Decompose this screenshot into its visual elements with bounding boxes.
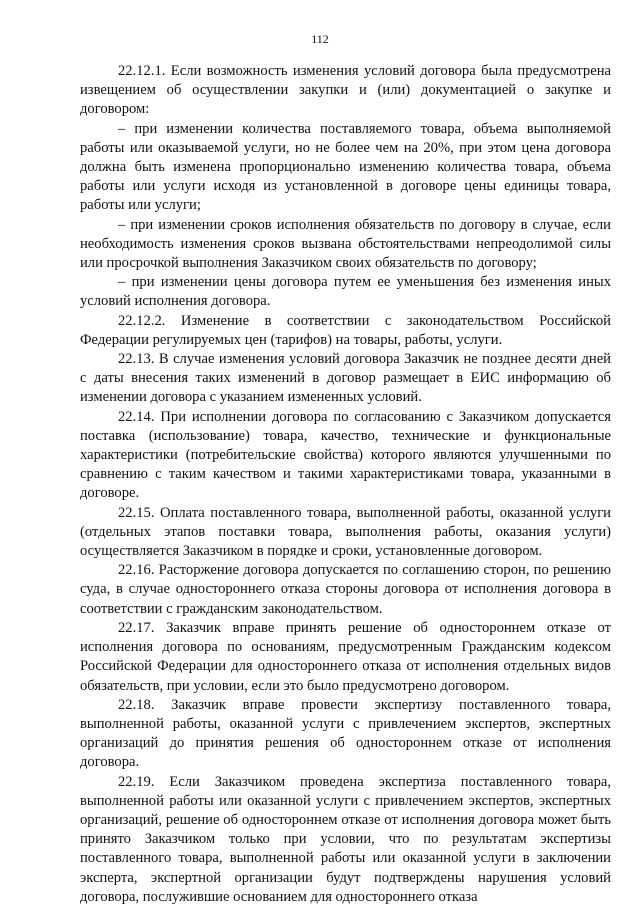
paragraph-22-14: 22.14. При исполнении договора по согласованию с Заказчиком допускается поставка (использование) товара, качество, технические и функциональные характеристики (потребительские свойства) которого являются улучшенными по сравнению с таким качеством и такими характеристиками товара, указанными в договоре. (80, 408, 611, 502)
list-item-price-reduction: – при изменении цены договора путем ее уменьшения без изменения иных условий исполнения договора. (80, 274, 611, 310)
paragraph-22-19: 22.19. Если Заказчиком проведена экспертиза поставленного товара, выполненной работы или оказанной услуги с привлечением экспертов, экспертных организаций, решение об одностороннем отказе от исполнения договора может быть принято Заказчиком только при условии, что по результатам экспертизы поставленного товара, выполненной работы или оказанной услуги в заключении эксперта, экспертной организации будут подтверждены нарушения условий договора, послужившие основанием для одностороннего отказа (80, 773, 611, 905)
page-number: 112 (311, 32, 329, 46)
paragraph-22-12-2: 22.12.2. Изменение в соответствии с законодательством Российской Федерации регулируемых цен (тарифов) на товары, работы, услуги. (80, 312, 611, 348)
paragraph-22-18: 22.18. Заказчик вправе провести экспертизу поставленного товара, выполненной работы, оказанной услуги с привлечением экспертов, экспертных организаций до принятия решения об одностороннем отказе от исполнения договора. (80, 696, 611, 771)
paragraph-22-15: 22.15. Оплата поставленного товара, выполненной работы, оказанной услуги (отдельных этапов поставки товара, выполнения работы, оказания услуги) осуществляется Заказчиком в порядке и сроки, установленные договором. (80, 504, 611, 560)
document-body (80, 62, 611, 907)
list-item-quantity-change: – при изменении количества поставляемого товара, объема выполняемой работы или оказываемой услуги, но не более чем на 20%, при этом цена договора должна быть изменена пропорционально изменению количества товара, объема работы или услуги исходя из установленной в договоре цены единицы товара, работы или услуги; (80, 120, 611, 214)
paragraph-22-16: 22.16. Расторжение договора допускается по соглашению сторон, по решению суда, в случае одностороннего отказа стороны договора от исполнения договора в соответствии с гражданским законодательством. (80, 562, 611, 617)
paragraph-22-13: 22.13. В случае изменения условий договора Заказчик не позднее десяти дней с даты внесения таких изменений в договор размещает в ЕИС информацию об изменении договора с указанием измененных условий. (80, 351, 611, 406)
paragraph-22-12-1: 22.12.1. Если возможность изменения условий договора была предусмотрена извещением об осуществлении закупки и (или) документацией о закупке и договором: (80, 63, 611, 118)
list-item-deadline-change: – при изменении сроков исполнения обязательств по договору в случае, если необходимость изменения сроков вызвана обстоятельствами непреодолимой силы или просрочкой выполнения Заказчиком своих обязательств по договору; (80, 216, 611, 272)
paragraph-22-17: 22.17. Заказчик вправе принять решение об одностороннем отказе от исполнения договора по основаниям, предусмотренным Гражданским кодексом Российской Федерации для одностороннего отказа от исполнения отдельных видов обязательств, при условии, если это было предусмотрено договором. (80, 619, 611, 694)
